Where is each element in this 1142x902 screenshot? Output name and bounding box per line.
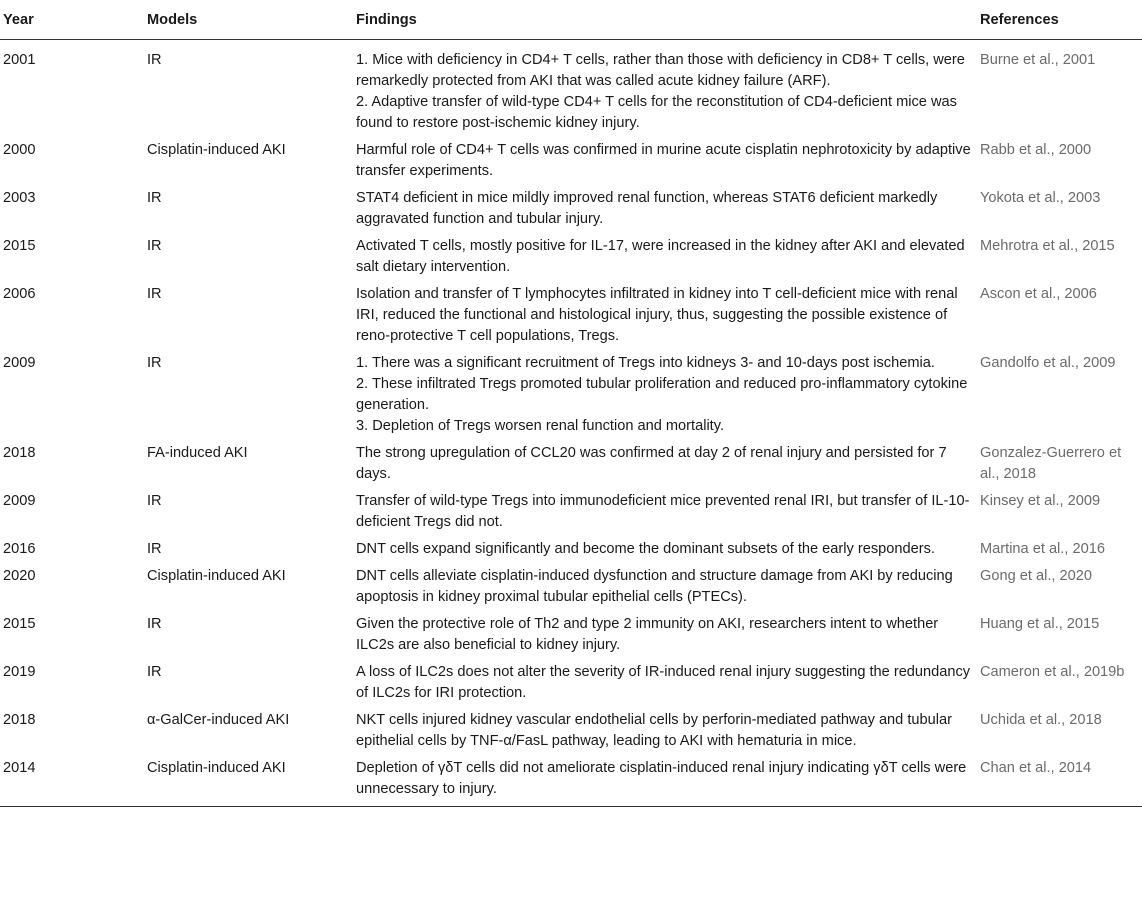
- table-body: [0, 40, 1142, 807]
- cell-reference: Mehrotra et al., 2015: [980, 238, 1115, 254]
- cell-year: 2019: [3, 664, 36, 680]
- header-references: References: [980, 0, 1142, 40]
- table-header: [0, 0, 1142, 40]
- cell-model: Cisplatin-induced AKI: [147, 755, 356, 807]
- cell-year: 2015: [3, 616, 36, 632]
- cell-findings: [356, 440, 980, 488]
- cell-reference: Huang et al., 2015: [980, 616, 1100, 632]
- cell-reference: Uchida et al., 2018: [980, 712, 1102, 728]
- finding-text: 1. Mice with deficiency in CD4+ T cells, rather than those with deficiency in CD8+ T cells, were remarkedly protected from AKI that was called acute kidney failure (ARF).: [356, 52, 965, 89]
- table-row: [0, 659, 1142, 707]
- table-row: [0, 440, 1142, 488]
- table-row: [0, 137, 1142, 185]
- cell-model: IR: [147, 664, 162, 680]
- cell-year: 2015: [3, 238, 36, 254]
- cell-findings: [356, 707, 980, 755]
- cell-findings: [356, 40, 980, 138]
- finding-text: 2. Adaptive transfer of wild-type CD4+ T cells for the reconstitution of CD4-deficient mice was found to restore post-ischemic kidney injury.: [356, 94, 957, 131]
- cell-year: 2020: [3, 568, 36, 584]
- cell-reference: Yokota et al., 2003: [980, 190, 1101, 206]
- table-row: [0, 488, 1142, 536]
- table-row: [0, 536, 1142, 563]
- cell-reference: Rabb et al., 2000: [980, 142, 1092, 158]
- table-row: [0, 185, 1142, 233]
- cell-findings: [356, 281, 980, 350]
- table-row: [0, 281, 1142, 350]
- table-row: [0, 707, 1142, 755]
- cell-findings: [356, 350, 980, 440]
- cell-model: IR: [147, 616, 162, 632]
- finding-text: The strong upregulation of CCL20 was confirmed at day 2 of renal injury and persisted for 7 days.: [356, 445, 947, 482]
- finding-text: Activated T cells, mostly positive for IL-17, were increased in the kidney after AKI and elevated salt dietary intervention.: [356, 238, 965, 275]
- finding-text: 1. There was a significant recruitment of Tregs into kidneys 3- and 10-days post ischemia.: [356, 355, 935, 371]
- header-year: Year: [0, 0, 147, 40]
- cell-reference: Ascon et al., 2006: [980, 286, 1097, 302]
- cell-year: 2009: [3, 355, 36, 371]
- table-row: [0, 233, 1142, 281]
- cell-year: 2001: [3, 52, 36, 68]
- finding-text: Isolation and transfer of T lymphocytes infiltrated in kidney into T cell-deficient mice with renal IRI, reduced the functional and histological injury, thus, suggesting the possible existence of reno-protective T cell populations, Tregs.: [356, 286, 958, 344]
- header-findings: Findings: [356, 0, 980, 40]
- cell-findings: [356, 233, 980, 281]
- cell-findings: [356, 185, 980, 233]
- cell-findings: [356, 659, 980, 707]
- cell-reference: Cameron et al., 2019b: [980, 664, 1125, 680]
- cell-findings: [356, 536, 980, 563]
- header-row: [0, 0, 1142, 40]
- finding-text: NKT cells injured kidney vascular endothelial cells by perforin-mediated pathway and tubular epithelial cells by TNF-α/FasL pathway, leading to AKI with hematuria in mice.: [356, 712, 952, 749]
- finding-text: STAT4 deficient in mice mildly improved renal function, whereas STAT6 deficient markedly aggravated function and tubular injury.: [356, 190, 938, 227]
- finding-text: A loss of ILC2s does not alter the severity of IR-induced renal injury suggesting the redundancy of ILC2s for IRI protection.: [356, 664, 971, 701]
- cell-model: IR: [147, 52, 162, 68]
- cell-year: 2006: [3, 286, 36, 302]
- cell-reference: Chan et al., 2014: [980, 755, 1142, 807]
- cell-model: IR: [147, 238, 162, 254]
- finding-text: 3. Depletion of Tregs worsen renal function and mortality.: [356, 418, 725, 434]
- finding-text: Transfer of wild-type Tregs into immunodeficient mice prevented renal IRI, but transfer of IL-10-deficient Tregs did not.: [356, 493, 970, 530]
- cell-year: 2018: [3, 445, 36, 461]
- cell-reference: Gong et al., 2020: [980, 568, 1092, 584]
- finding-text: 2. These infiltrated Tregs promoted tubular proliferation and reduced pro-inflammatory cytokine generation.: [356, 376, 968, 413]
- cell-findings: [356, 563, 980, 611]
- cell-findings: [356, 755, 980, 807]
- table-row: [0, 40, 1142, 138]
- finding-text: Harmful role of CD4+ T cells was confirmed in murine acute cisplatin nephrotoxicity by adaptive transfer experiments.: [356, 142, 971, 179]
- cell-findings: [356, 137, 980, 185]
- cell-model: IR: [147, 541, 162, 557]
- cell-year: 2018: [3, 712, 36, 728]
- cell-reference: Burne et al., 2001: [980, 52, 1096, 68]
- cell-reference: Kinsey et al., 2009: [980, 493, 1101, 509]
- cell-year: 2016: [3, 541, 36, 557]
- finding-text: Depletion of γδT cells did not ameliorate cisplatin-induced renal injury indicating γδT cells were unnecessary to injury.: [356, 760, 967, 797]
- cell-model: Cisplatin-induced AKI: [147, 568, 286, 584]
- table-row: [0, 611, 1142, 659]
- cell-model: IR: [147, 493, 162, 509]
- cell-year: 2003: [3, 190, 36, 206]
- cell-model: Cisplatin-induced AKI: [147, 142, 286, 158]
- cell-model: FA-induced AKI: [147, 445, 248, 461]
- finding-text: DNT cells expand significantly and become the dominant subsets of the early responders.: [356, 541, 935, 557]
- cell-reference: Gandolfo et al., 2009: [980, 355, 1116, 371]
- cell-findings: [356, 488, 980, 536]
- finding-text: Given the protective role of Th2 and type 2 immunity on AKI, researchers intent to whether ILC2s are also beneficial to kidney injury.: [356, 616, 939, 653]
- header-models: Models: [147, 0, 356, 40]
- table-row: [0, 350, 1142, 440]
- cell-year: 2000: [3, 142, 36, 158]
- cell-model: IR: [147, 190, 162, 206]
- cell-model: IR: [147, 355, 162, 371]
- table-row: [0, 563, 1142, 611]
- cell-model: IR: [147, 286, 162, 302]
- cell-year: 2014: [0, 755, 147, 807]
- finding-text: DNT cells alleviate cisplatin-induced dysfunction and structure damage from AKI by reducing apoptosis in kidney proximal tubular epithelial cells (PTECs).: [356, 568, 953, 605]
- cell-reference: Gonzalez-Guerrero et al., 2018: [980, 445, 1122, 482]
- cell-year: 2009: [3, 493, 36, 509]
- table-row: [0, 755, 1142, 807]
- cell-findings: [356, 611, 980, 659]
- cell-reference: Martina et al., 2016: [980, 541, 1105, 557]
- cell-model: α-GalCer-induced AKI: [147, 712, 290, 728]
